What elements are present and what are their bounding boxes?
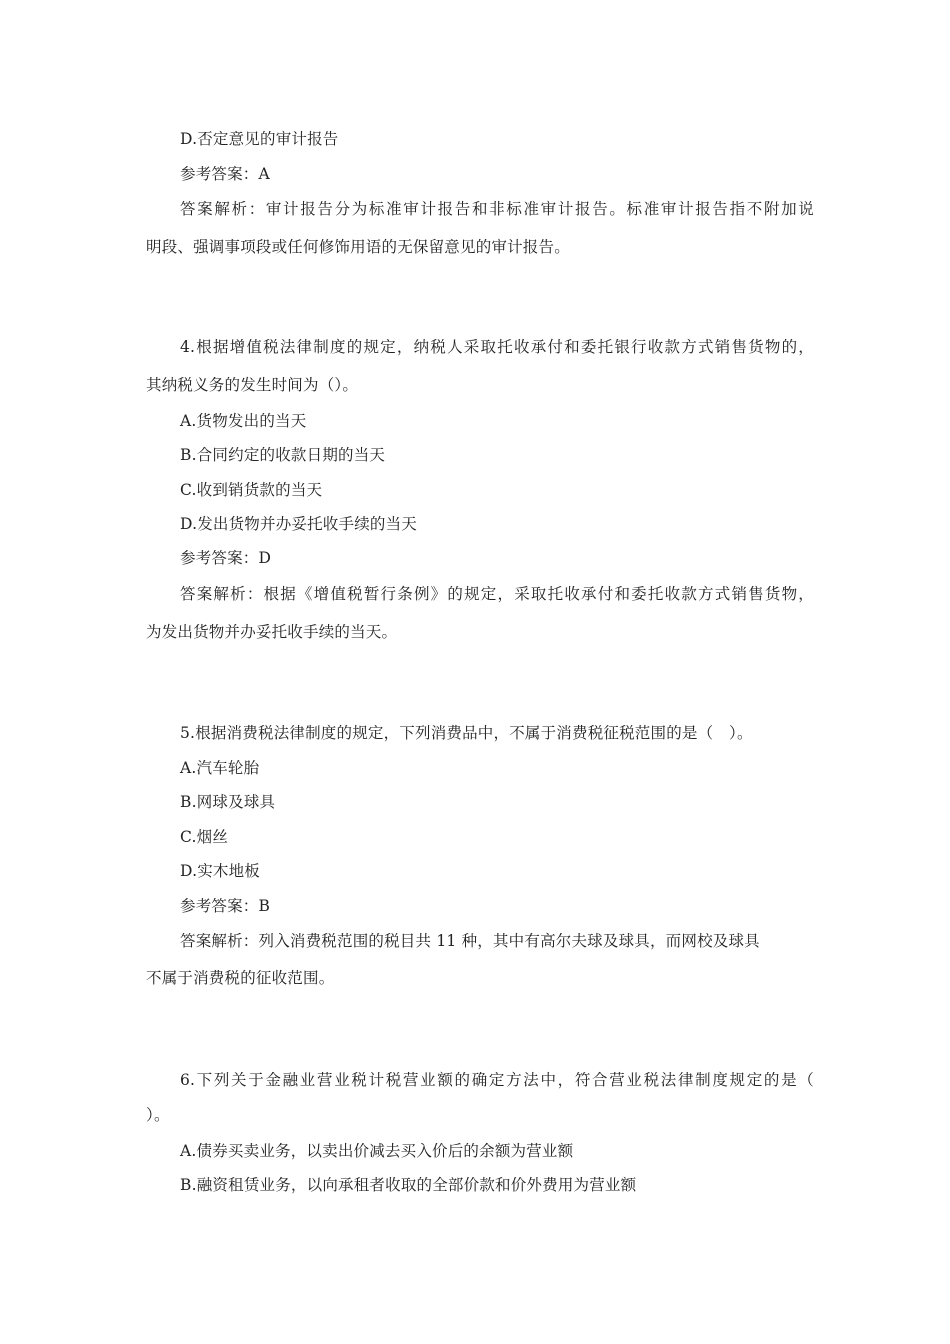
prev-option-d: D.否定意见的审计报告 [180,130,339,148]
q5-option-a: A.汽车轮胎 [180,759,260,777]
prev-explanation-line-1: 答案解析：审计报告分为标准审计报告和非标准审计报告。标准审计报告指不附加说 [180,200,814,218]
q5-option-d: D.实木地板 [180,862,261,880]
q4-option-a: A.货物发出的当天 [180,412,307,430]
q6-option-a: A.债券买卖业务，以卖出价减去买入价后的余额为营业额 [180,1142,574,1160]
q4-explanation-line-1: 答案解析：根据《增值税暂行条例》的规定，采取托收承付和委托收款方式销售货物， [180,585,814,603]
q5-option-c: C.烟丝 [180,828,229,846]
q4-stem-line-2: 其纳税义务的发生时间为（）。 [146,376,359,394]
q4-option-d: D.发出货物并办妥托收手续的当天 [180,515,418,533]
q5-option-b: B.网球及球具 [180,793,276,811]
prev-answer: 参考答案：A [180,165,270,183]
q4-stem-line-1: 4.根据增值税法律制度的规定，纳税人采取托收承付和委托银行收款方式销售货物的， [180,338,814,356]
q5-explanation-line-2: 不属于消费税的征收范围。 [146,969,335,987]
q4-explanation-line-2: 为发出货物并办妥托收手续的当天。 [146,623,398,641]
q4-option-b: B.合同约定的收款日期的当天 [180,446,386,464]
q6-stem-line-1: 6.下列关于金融业营业税计税营业额的确定方法中，符合营业税法律制度规定的是（ [180,1071,814,1089]
prev-explanation-line-2: 明段、强调事项段或任何修饰用语的无保留意见的审计报告。 [146,238,570,256]
q4-answer: 参考答案：D [180,549,272,567]
q5-stem-line-1: 5.根据消费税法律制度的规定，下列消费品中，不属于消费税征税范围的是（ ）。 [180,724,753,742]
q4-option-c: C.收到销货款的当天 [180,481,323,499]
q6-option-b: B.融资租赁业务，以向承租者收取的全部价款和价外费用为营业额 [180,1176,637,1194]
q5-explanation-line-1: 答案解析：列入消费税范围的税目共 11 种，其中有高尔夫球及球具，而网校及球具 [180,932,760,950]
q5-answer: 参考答案：B [180,897,271,915]
q6-stem-line-2: ）。 [146,1106,170,1124]
